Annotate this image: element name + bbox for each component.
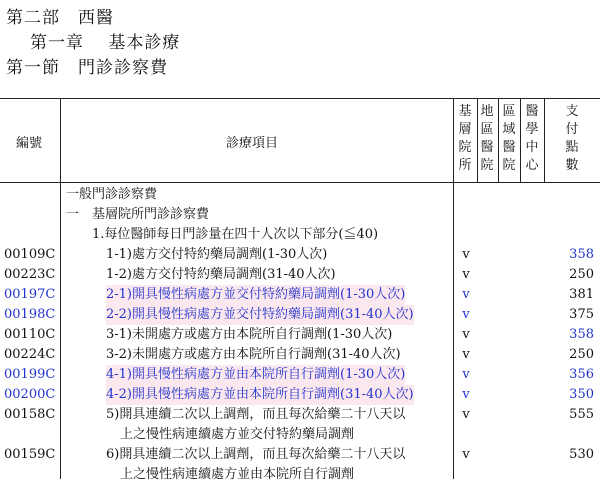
column-header-code: 編號 <box>16 136 43 151</box>
row-item: 2-1)開具慢性病處方並交付特約藥局調劑(1-30人次) <box>106 285 405 305</box>
grid-line <box>498 99 499 183</box>
table-row <box>0 405 600 425</box>
table-row <box>0 245 600 265</box>
table-row <box>0 325 600 345</box>
row-code: 00197C <box>4 287 56 302</box>
table-row <box>0 365 600 385</box>
table-row <box>0 285 600 305</box>
row-code: 00110C <box>4 327 56 342</box>
table-row <box>0 185 600 205</box>
row-points: 358 <box>569 327 594 342</box>
table-row <box>0 205 600 225</box>
grid-line <box>477 99 478 183</box>
table-row <box>0 385 600 405</box>
row-flag: v <box>462 387 470 402</box>
heading-part: 第二部 西醫 <box>6 8 114 28</box>
column-header-district-hospital: 區 域 醫 院 <box>502 104 516 173</box>
row-item: 3-2)未開處方或處方由本院所自行調劑(31-40人次) <box>106 347 401 362</box>
column-header-item: 診療項目 <box>226 136 279 151</box>
row-item: 一般門診診察費 <box>66 187 158 202</box>
row-flag: v <box>462 247 470 262</box>
column-header-basic-clinic: 基 層 院 所 <box>458 104 472 173</box>
row-item: 2-2)開具慢性病處方並交付特約藥局調劑(31-40人次) <box>106 305 414 325</box>
column-header-medical-center: 醫 學 中 心 <box>525 104 539 173</box>
table-row <box>0 345 600 365</box>
table-row <box>0 305 600 325</box>
row-item: 6)開具連續二次以上調劑，而且每次給藥二十八天以 <box>106 447 406 462</box>
heading-chapter: 第一章 基本診療 <box>30 33 181 53</box>
table-row <box>0 425 600 445</box>
row-points: 530 <box>569 447 594 462</box>
table-row <box>0 265 600 285</box>
row-code: 00109C <box>4 247 56 262</box>
row-item: 1-1)處方交付特約藥局調劑(1-30人次) <box>106 247 328 262</box>
row-item: 一 基層院所門診診察費 <box>66 207 210 222</box>
row-code: 00224C <box>4 347 56 362</box>
table-row <box>0 445 600 465</box>
fee-table <box>0 98 600 482</box>
row-item: 1.每位醫師每日門診量在四十人次以下部分(≦40) <box>92 227 379 242</box>
row-item: 上之慢性病連續處方並交付特約藥局調劑 <box>120 427 355 442</box>
row-item: 4-1)開具慢性病處方並由本院所自行調劑(1-30人次) <box>106 365 405 385</box>
row-code: 00158C <box>4 407 56 422</box>
row-code: 00159C <box>4 447 56 462</box>
row-item: 5)開具連續二次以上調劑，而且每次給藥二十八天以 <box>106 407 406 422</box>
row-flag: v <box>462 367 470 382</box>
row-points: 375 <box>569 307 594 322</box>
row-item: 3-1)未開處方或處方由本院所自行調劑(1-30人次) <box>106 327 393 342</box>
row-flag: v <box>462 347 470 362</box>
row-code: 00223C <box>4 267 56 282</box>
row-points: 555 <box>569 407 594 422</box>
row-points: 250 <box>569 267 594 282</box>
grid-line <box>520 99 521 183</box>
row-flag: v <box>462 287 470 302</box>
row-code: 00200C <box>4 387 56 402</box>
row-item: 4-2)開具慢性病處方並由本院所自行調劑(31-40人次) <box>106 385 414 405</box>
row-points: 356 <box>569 367 594 382</box>
table-row <box>0 465 600 485</box>
grid-line <box>544 99 545 183</box>
column-header-points: 支 付 點 數 <box>565 104 579 173</box>
row-points: 358 <box>569 247 594 262</box>
row-flag: v <box>462 307 470 322</box>
row-points: 250 <box>569 347 594 362</box>
row-code: 00198C <box>4 307 56 322</box>
row-points: 350 <box>569 387 594 402</box>
row-flag: v <box>462 327 470 342</box>
row-item: 1-2)處方交付特約藥局調劑(31-40人次) <box>106 267 336 282</box>
table-row <box>0 225 600 245</box>
row-flag: v <box>462 267 470 282</box>
row-flag: v <box>462 407 470 422</box>
row-code: 00199C <box>4 367 56 382</box>
heading-section: 第一節 門診診察費 <box>6 58 168 78</box>
row-points: 381 <box>569 287 594 302</box>
row-flag: v <box>462 447 470 462</box>
row-item: 上之慢性病連續處方並由本院所自行調劑 <box>120 467 355 482</box>
column-header-regional-hospital: 地 區 醫 院 <box>480 104 494 173</box>
header-divider <box>0 182 600 183</box>
